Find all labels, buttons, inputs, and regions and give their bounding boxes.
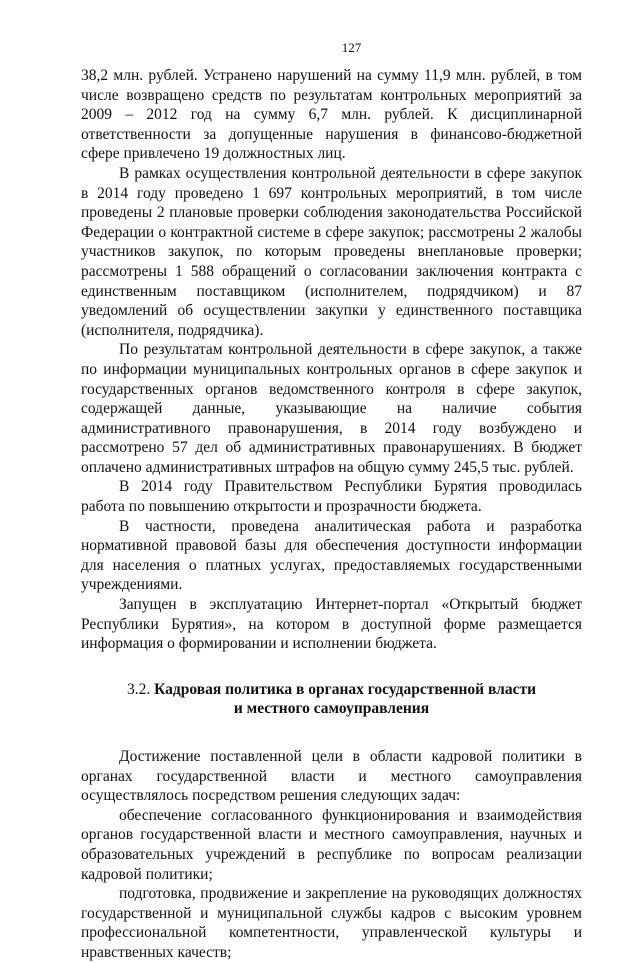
paragraph-4: В 2014 году Правительством Республики Бурятия проводилась работа по повышению открытости и прозрачности бюджета. bbox=[81, 478, 582, 516]
section-number: 3.2. bbox=[126, 680, 155, 698]
paragraph-3: По результатам контрольной деятельности в сфере закупок, а также по информации муниципальных контрольных органов в сфере закупок и государственных органов ведомственного контроля в сфере закупок, содержащей данные, указывающие на наличие события административного правонарушения, в 2014 году возбуждено и рассмотрено 57 дел об административных правонарушениях. В бюджет оплачено административных штрафов на общую сумму 245,5 тыс. рублей. bbox=[81, 341, 582, 476]
paragraph-6: Запущен в эксплуатацию Интернет-портал «Открытый бюджет Республики Бурятия», на котором в доступной форме размещается информация о формировании и исполнении бюджета. bbox=[81, 596, 582, 653]
paragraph-8: обеспечение согласованного функционирования и взаимодействия органов государственной власти и местного самоуправления, научных и образовательных учреждений в республике по вопросам реализации кадровой политики; bbox=[81, 806, 582, 883]
paragraph-5: В частности, проведена аналитическая работа и разработка нормативной правовой базы для обеспечения доступности информации для населения о платных услугах, предоставляемых государственными учреждениями. bbox=[81, 517, 582, 594]
paragraph-1: 38,2 млн. рублей. Устранено нарушений на сумму 11,9 млн. рублей, в том числе возвращено средств по результатам контрольных мероприятий за 2009 – 2012 год на сумму 6,7 млн. рублей. К дисциплинарной ответственности за допущенные нарушения в финансово-бюджетной сфере привлечено 19 должностных лиц. bbox=[81, 67, 582, 163]
paragraph-9: подготовка, продвижение и закрепление на руководящих должностях государственной и муниципальной службы кадров с высоким уровнем профессиональной компетентности, управленческой культуры и нравственных качеств; bbox=[81, 885, 582, 961]
paragraph-2: В рамках осуществления контрольной деятельности в сфере закупок в 2014 году проведено 1 697 контрольных мероприятий, в том числе проведены 2 плановые проверки соблюдения законодательства Российской Федерации о контрактной системе в сфере закупок; рассмотрены 2 жалобы участников закупок, по которым проведены внеплановые проверки; рассмотрены 1 588 обращений о согласовании заключения контракта с единственным поставщиком (исполнителем, подрядчиком) и 87 уведомлений об осуществлении закупки у единственного поставщика (исполнителя, подрядчика). bbox=[81, 164, 582, 339]
section-title-line-1: Кадровая политика в органах государственной власти bbox=[154, 680, 537, 698]
page-number: 127 bbox=[341, 40, 362, 55]
document-page bbox=[81, 40, 582, 963]
paragraph-7: Достижение поставленной цели в области кадровой политики в органах государственной власти и местного самоуправления осуществлялось посредством решения следующих задач: bbox=[81, 748, 582, 805]
section-heading bbox=[81, 680, 582, 719]
section-title-line-2: и местного самоуправления bbox=[233, 700, 430, 718]
